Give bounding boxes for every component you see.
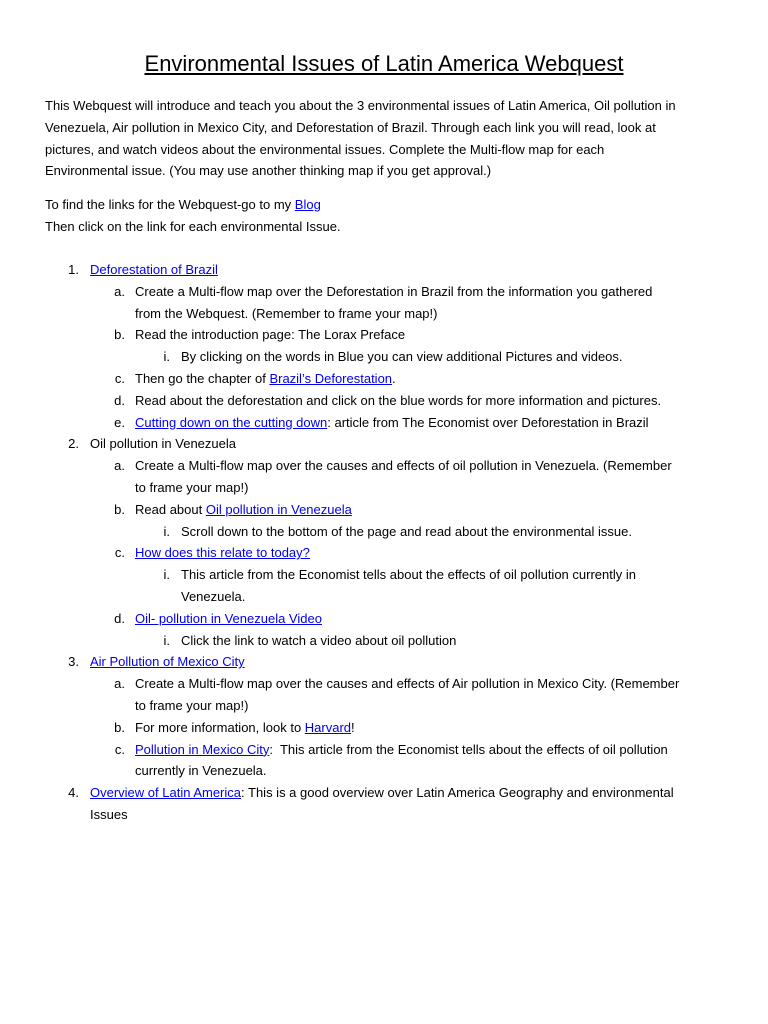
blog-link[interactable]: Blog (294, 197, 321, 212)
sub-item (0, 368, 768, 390)
list-marker: b. (114, 719, 125, 735)
sub-item-text: to frame your map!) (135, 479, 249, 495)
sub-item-continuation (0, 695, 768, 717)
list-marker: a. (114, 458, 125, 474)
list-marker: d. (114, 392, 125, 408)
sub-item-text: Read about the deforestation and click on the blue words for more information and pictures. (135, 392, 662, 408)
cutting-down-link[interactable]: Cutting down on the cutting down (135, 414, 328, 430)
find-links-prefix: To find the links for the Webquest-go to my (45, 197, 295, 212)
sub-sub-item (0, 521, 768, 543)
sub-item (0, 390, 768, 412)
sub-item-text: ! (351, 719, 355, 735)
list-marker: d. (114, 610, 125, 626)
list-marker: e. (114, 414, 125, 430)
intro-line: This Webquest will introduce and teach you about the 3 environmental issues of Latin America, Oil pollution in (45, 98, 676, 113)
sub-item-text: from the Webquest. (Remember to frame your map!) (135, 305, 438, 321)
sub-sub-item (0, 630, 768, 652)
sub-item-text: : This article from the Economist tells about the effects of oil pollution (269, 741, 668, 757)
list-marker: 2. (68, 436, 79, 452)
sub-item-text: to frame your map!) (135, 697, 249, 713)
air-pollution-mexico-link[interactable]: Air Pollution of Mexico City (90, 654, 245, 670)
harvard-link[interactable]: Harvard (304, 719, 352, 735)
sub-sub-item-text: Click the link to watch a video about oil pollution (181, 632, 457, 648)
sub-sub-item (0, 564, 768, 586)
list-item (0, 259, 768, 281)
page-title: Environmental Issues of Latin America Webquest (144, 51, 624, 76)
list-item-continuation (0, 804, 768, 826)
list-item-text: Issues (90, 806, 128, 822)
sub-item (0, 324, 768, 346)
list-marker: a. (114, 676, 125, 692)
sub-item (0, 739, 768, 761)
sub-item (0, 542, 768, 564)
sub-item-continuation (0, 477, 768, 499)
sub-item-continuation (0, 760, 768, 782)
list-marker: c. (114, 545, 125, 561)
list-marker: i. (163, 349, 170, 365)
pollution-mexico-city-link[interactable]: Pollution in Mexico City (135, 741, 270, 757)
brazils-deforestation-link[interactable]: Brazil’s Deforestation (269, 370, 393, 386)
relate-to-today-link[interactable]: How does this relate to today? (135, 545, 310, 561)
sub-item (0, 412, 768, 434)
sub-item-text: Then go the chapter of (135, 370, 270, 386)
list-marker: c. (114, 370, 125, 386)
find-links-paragraph (45, 194, 735, 238)
sub-item-text: Create a Multi-flow map over the Deforestation in Brazil from the information you gathered (135, 283, 653, 299)
list-marker: b. (114, 327, 125, 343)
list-marker: a. (114, 283, 125, 299)
oil-pollution-video-link[interactable]: Oil- pollution in Venezuela Video (135, 610, 322, 626)
sub-sub-item (0, 346, 768, 368)
deforestation-brazil-link[interactable]: Deforestation of Brazil (90, 262, 218, 277)
list-marker: c. (114, 741, 125, 757)
sub-sub-item-text: By clicking on the words in Blue you can view additional Pictures and videos. (181, 349, 623, 365)
list-marker: b. (114, 501, 125, 517)
sub-item-text: For more information, look to (135, 719, 305, 735)
intro-line: Environmental issue. (You may use another thinking map if you get approval.) (45, 163, 492, 179)
sub-item-text: Read about (135, 501, 206, 517)
sub-sub-item-continuation (0, 586, 768, 608)
find-links-line (45, 194, 735, 216)
oil-pollution-venezuela-link[interactable]: Oil pollution in Venezuela (205, 501, 352, 517)
sub-item (0, 281, 768, 303)
list-item (0, 433, 768, 455)
list-item (0, 651, 768, 673)
sub-item (0, 673, 768, 695)
sub-item-text: Create a Multi-flow map over the causes and effects of Air pollution in Mexico City. (Remember (135, 676, 680, 692)
sub-item (0, 608, 768, 630)
sub-item (0, 455, 768, 477)
sub-sub-item-text: Scroll down to the bottom of the page and read about the environmental issue. (181, 523, 632, 539)
sub-item-text: Read the introduction page: The Lorax Preface (135, 327, 406, 343)
overview-latin-america-link[interactable]: Overview of Latin America (90, 785, 242, 801)
sub-item-text: : article from The Economist over Deforestation in Brazil (327, 414, 649, 430)
sub-sub-item-text: Venezuela. (181, 588, 246, 604)
sub-item (0, 499, 768, 521)
intro-paragraph (45, 95, 735, 182)
sub-item-continuation (0, 303, 768, 325)
find-links-line2: Then click on the link for each environmental Issue. (45, 218, 341, 234)
intro-line: pictures, and watch videos about the environmental issues. Complete the Multi-flow map for each (45, 141, 605, 157)
list-item-text: : This is a good overview over Latin America Geography and environmental (241, 785, 674, 801)
list-marker: 4. (68, 785, 79, 801)
sub-item-text: currently in Venezuela. (135, 763, 267, 779)
sub-item (0, 717, 768, 739)
list-marker: i. (163, 567, 170, 583)
list-item (0, 782, 768, 804)
sub-item-text: . (392, 370, 396, 386)
list-marker: 3. (68, 654, 79, 670)
list-marker: 1. (68, 262, 79, 277)
sub-sub-item-text: This article from the Economist tells about the effects of oil pollution currently in (181, 567, 636, 583)
list-marker: i. (163, 632, 170, 648)
list-item-text: Oil pollution in Venezuela (90, 436, 236, 452)
intro-line: Venezuela, Air pollution in Mexico City, and Deforestation of Brazil. Through each link you will read, look at (45, 119, 656, 135)
webquest-list (0, 259, 768, 826)
list-marker: i. (163, 523, 170, 539)
sub-item-text: Create a Multi-flow map over the causes and effects of oil pollution in Venezuela. (Remember (135, 458, 672, 474)
